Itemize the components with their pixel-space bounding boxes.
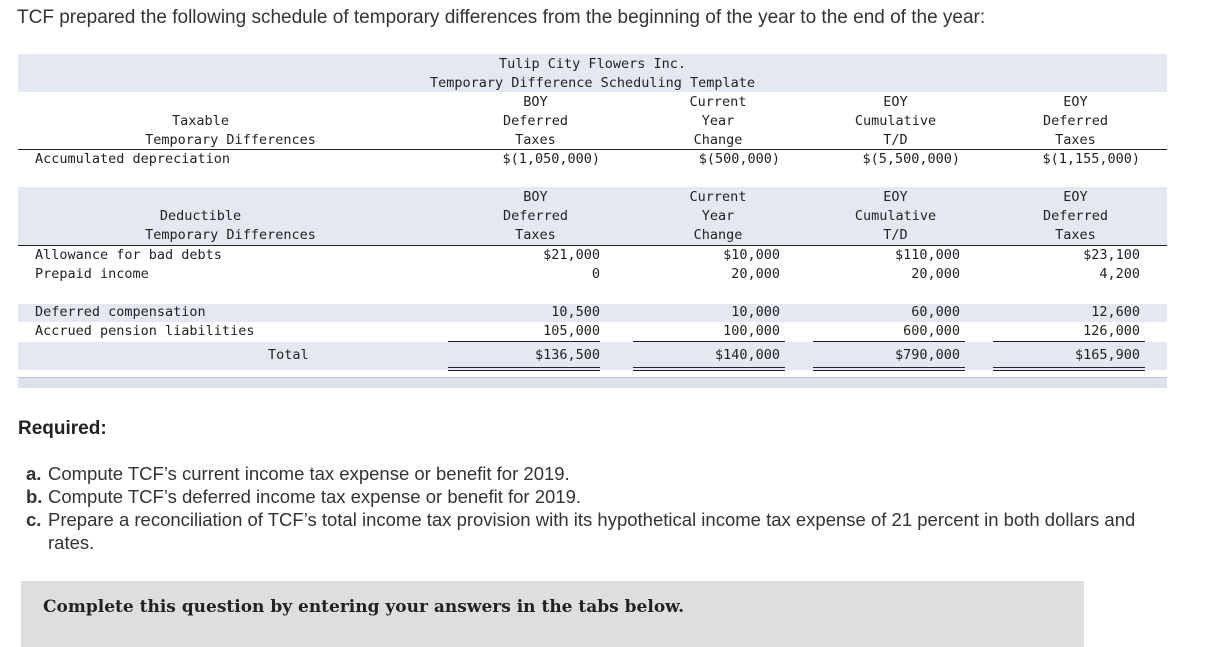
col-header: EOY (883, 189, 908, 205)
row-label: Accrued pension liabilities (35, 323, 255, 339)
requirement-text: Compute TCF’s deferred income tax expense or benefit for 2019. (48, 486, 582, 507)
col-header: T/D (883, 227, 908, 243)
table-scrollbar[interactable] (18, 377, 1167, 388)
requirement-item (26, 485, 1176, 508)
temporary-difference-table (18, 54, 1167, 387)
cell-value: 0 (591, 266, 600, 282)
cell-value: $23,100 (1083, 247, 1140, 263)
cell-value: $(1,155,000) (1042, 151, 1140, 167)
cell-value: 4,200 (1099, 266, 1140, 282)
row-label: Accumulated depreciation (35, 151, 231, 167)
cell-value: 600,000 (903, 323, 960, 339)
cell-value: $10,000 (723, 247, 780, 263)
row-label: Allowance for bad debts (35, 247, 222, 263)
intro-text: TCF prepared the following schedule of temporary differences from the beginning of the year to the end of the year: (17, 7, 986, 28)
col-header: Year (701, 113, 735, 129)
cell-value: $(1,050,000) (502, 151, 600, 167)
row-label: Deferred compensation (35, 304, 206, 320)
requirement-label: a. (26, 463, 42, 484)
cell-value: 12,600 (1091, 304, 1140, 320)
cell-value: 100,000 (723, 323, 780, 339)
table-title: Tulip City Flowers Inc. (499, 56, 686, 72)
col-header: Year (701, 208, 735, 224)
col-header: BOY (523, 94, 548, 110)
cell-value: 126,000 (1083, 323, 1140, 339)
cell-value: $(500,000) (698, 151, 780, 167)
col-header: EOY (883, 94, 908, 110)
col-header: Current (689, 94, 747, 110)
col-header: Cumulative (854, 208, 937, 224)
cell-value: $110,000 (894, 247, 960, 263)
col-header: Taxes (1055, 227, 1096, 243)
complete-question-banner (21, 581, 1084, 647)
col-header: T/D (883, 132, 908, 148)
taxable-label: Taxable (172, 113, 229, 129)
col-header: Taxes (515, 132, 556, 148)
total-value: $790,000 (894, 347, 960, 363)
total-value: $165,900 (1074, 347, 1140, 363)
requirement-item (26, 462, 1176, 485)
col-header: Current (689, 189, 747, 205)
cell-value: 105,000 (543, 323, 600, 339)
col-header: Taxes (515, 227, 556, 243)
col-header: Deferred (1042, 208, 1109, 224)
cell-value: $21,000 (543, 247, 600, 263)
total-value: $140,000 (714, 347, 780, 363)
cell-value: 60,000 (911, 304, 960, 320)
row-label: Prepaid income (35, 266, 149, 282)
requirement-text: Compute TCF’s current income tax expense or benefit for 2019. (48, 463, 570, 484)
col-header: EOY (1063, 189, 1088, 205)
cell-value: $(5,500,000) (862, 151, 960, 167)
col-header: Change (693, 227, 743, 243)
cell-value: 20,000 (731, 266, 780, 282)
requirement-label: c. (26, 509, 42, 530)
cell-value: 10,500 (551, 304, 600, 320)
requirement-item (26, 508, 1176, 554)
deductible-label-2: Temporary Differences (145, 227, 316, 243)
col-header: EOY (1063, 94, 1088, 110)
col-header: BOY (523, 189, 548, 205)
col-header: Taxes (1055, 132, 1096, 148)
col-header: Change (693, 132, 743, 148)
total-label: Total (268, 347, 309, 363)
cell-value: 10,000 (731, 304, 780, 320)
deductible-label: Deductible (159, 208, 242, 224)
table-subtitle: Temporary Difference Scheduling Template (429, 75, 756, 91)
requirements-list (26, 462, 1176, 554)
taxable-label-2: Temporary Differences (145, 132, 316, 148)
col-header: Cumulative (854, 113, 937, 129)
requirement-label: b. (26, 486, 43, 507)
requirement-text: Prepare a reconciliation of TCF’s total income tax provision with its hypothetical income tax expense of 21 percent in both dollars and rates. (48, 509, 1136, 553)
col-header: Deferred (1042, 113, 1109, 129)
complete-prompt: Complete this question by entering your answers in the tabs below. (43, 597, 684, 617)
cell-value: 20,000 (911, 266, 960, 282)
required-heading: Required: (18, 418, 107, 439)
col-header: Deferred (502, 113, 569, 129)
col-header: Deferred (502, 208, 569, 224)
total-value: $136,500 (534, 347, 600, 363)
